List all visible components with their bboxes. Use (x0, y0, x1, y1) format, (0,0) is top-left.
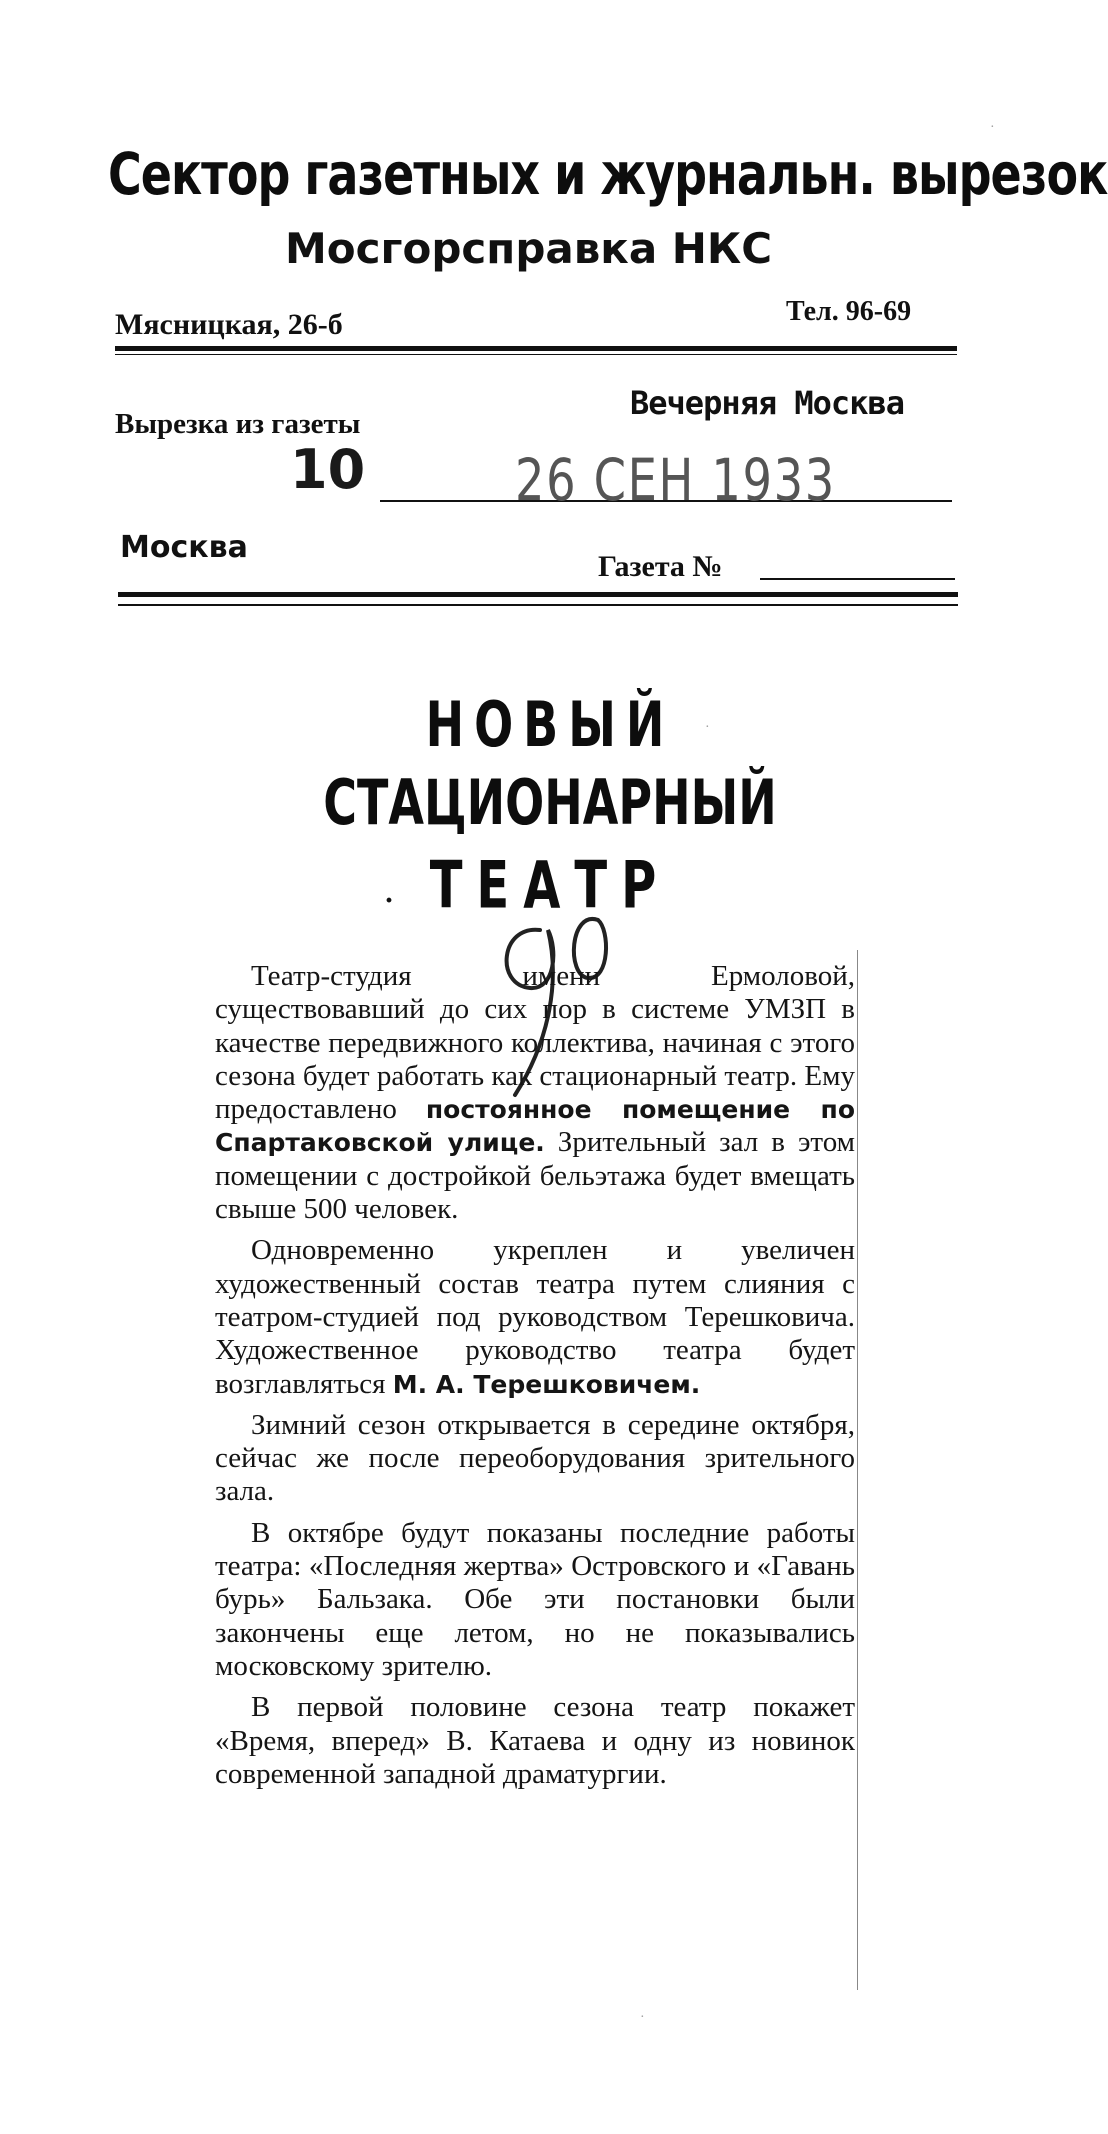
scan-speck: · (705, 720, 710, 735)
p2-bold: М. А. Терешковичем. (392, 1369, 701, 1399)
article-body (215, 960, 855, 1799)
p1-bold: постоянное помещение по Спартаковской улице. (215, 1095, 855, 1158)
column-edge-line (857, 950, 858, 1990)
p1-text: существовавший до сих пор в системе УМЗП в качестве передвижного коллектива, начиная с этого сезона будет работать как стационарный театр. Ему предоставлено (215, 993, 855, 1126)
city-label: Москва (120, 530, 248, 565)
paragraph-1 (215, 960, 855, 1226)
bureau-address: Мясницкая, 26-б (115, 308, 343, 341)
paragraph-2 (215, 1234, 855, 1400)
date-stamp: 26 СЕН 1933 (515, 446, 836, 514)
stamp-number: 10 (290, 438, 366, 501)
clipping-source-label: Вырезка из газеты (115, 408, 361, 440)
scan-speck: · (640, 2010, 645, 2025)
headline-line-1: НОВЫЙ (425, 688, 675, 761)
p2-text: Одновременно укреплен и увеличен художественный состав театра путем слияния с театром-студией под руководством Терешковича. Художественное руководство театра будет возглавляться (215, 1234, 855, 1400)
paragraph-4: В октябре будут показаны последние работы театра: «Последняя жертва» Островского и «Гавань бурь» Бальзака. Обе эти постановки были закончены еще летом, но не показывались московскому зрителю. (215, 1516, 855, 1682)
newspaper-name: Вечерняя Москва (630, 384, 904, 422)
headline-line-3: ТЕАТР (429, 848, 671, 924)
bureau-title: Сектор газетных и журнальн. вырезок (108, 140, 1108, 208)
header-rule-thin (115, 354, 957, 355)
bureau-subtitle: Мосгорсправка НКС (285, 224, 773, 273)
headline-line-2: СТАЦИОНАРНЫЙ (323, 766, 777, 839)
paragraph-3: Зимний сезон открывается в середине октября, сейчас же после переоборудования зрительного зала. (215, 1408, 855, 1508)
scan-speck: · (990, 120, 995, 135)
p1-tail: Зрительный зал в этом помещении с достройкой бельэтажа будет вмещать свыше 500 человек. (215, 1126, 855, 1226)
p1-lead: Театр-студия имени Ермоловой, (251, 960, 855, 992)
gazeta-number-line (760, 578, 955, 580)
bureau-phone: Тел. 96-69 (786, 296, 912, 327)
header-rule (115, 346, 957, 351)
gazeta-number-label: Газета № (598, 550, 723, 583)
footer-rule-thin (118, 604, 958, 606)
paragraph-5: В первой половине сезона театр покажет «Время, вперед» В. Катаева и одну из новинок современной западной драматургии. (215, 1691, 855, 1790)
footer-rule (118, 592, 958, 597)
headline-dot: · (384, 884, 395, 917)
